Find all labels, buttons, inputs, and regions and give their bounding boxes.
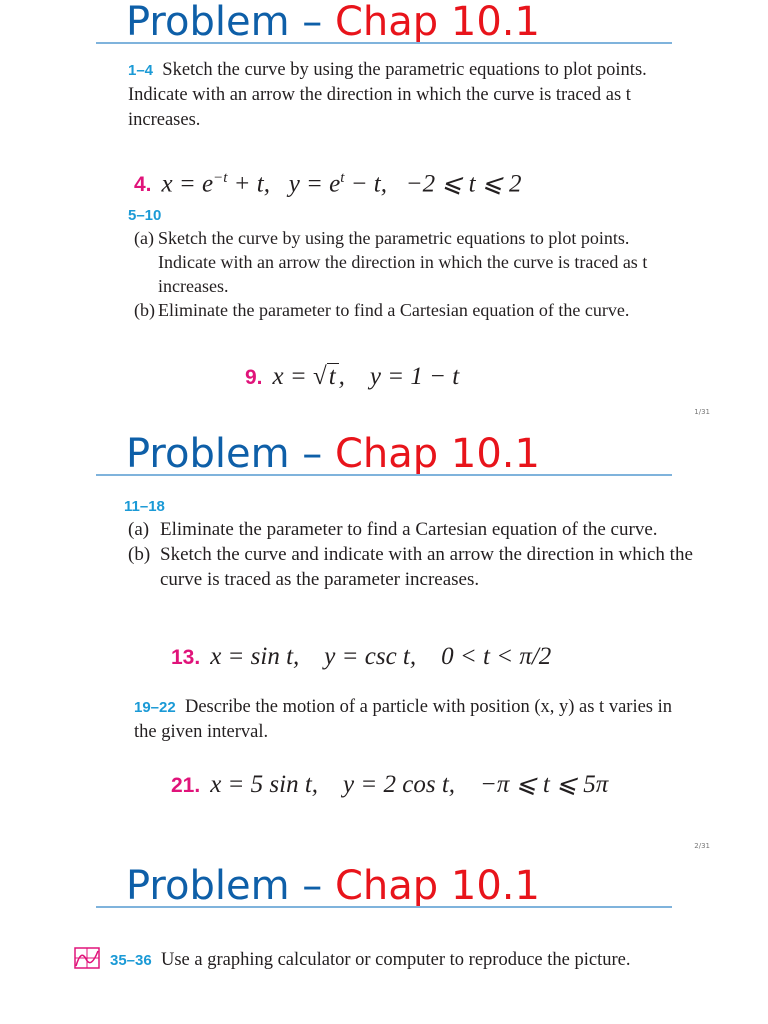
domain: −π ⩽ t ⩽ 5π [480, 771, 609, 798]
title-chapter: Chap 10.1 [334, 0, 540, 45]
x-equation: x = e [161, 170, 214, 198]
equation-4 [134, 163, 521, 200]
title-dash: – [289, 0, 335, 45]
radicand: t [328, 363, 336, 390]
graphing-calculator-icon [74, 947, 100, 969]
part-b [124, 542, 700, 592]
part-text: Eliminate the parameter to find a Cartesian equation of the curve. [160, 519, 658, 540]
part-a [124, 517, 700, 542]
instruction-text: Describe the motion of a particle with position (x, y) as t varies in the given interval. [134, 697, 673, 742]
instruction-1-4 [128, 58, 688, 133]
title-chapter: Chap 10.1 [334, 864, 540, 909]
x-rest: , [338, 363, 345, 390]
y-equation: y = e [288, 170, 341, 198]
x-equation: x = 5 sin t, [210, 771, 319, 798]
exercise-range: 5–10 [128, 207, 162, 224]
part-text: Sketch the curve by using the parametric equations to plot points. Indicate with an arrow the direction in which the curve is traced as t increases. [158, 228, 648, 296]
exercise-range: 1–4 [128, 62, 154, 79]
equation-9 [245, 362, 459, 393]
exercise-number: 4. [134, 173, 152, 197]
domain: −2 ⩽ t ⩽ 2 [405, 170, 522, 198]
x-equation: x = sin t, [210, 643, 300, 670]
slide-2 [0, 432, 768, 864]
part-b [128, 298, 668, 322]
instruction-text: Sketch the curve by using the parametric equations to plot points. Indicate with an arrow the direction in which the curve is traced as t increases. [128, 60, 647, 130]
instruction-11-18 [124, 498, 700, 592]
instruction-5-10 [128, 207, 668, 322]
title-chapter: Chap 10.1 [334, 431, 540, 477]
y-equation: y = 1 − t [369, 363, 460, 390]
exercise-number: 13. [171, 646, 201, 669]
page-number: 2/31 [694, 842, 710, 850]
x-exponent: −t [213, 170, 228, 186]
instruction-35-36 [110, 948, 685, 973]
equation-13 [171, 642, 551, 673]
title-rule [96, 42, 672, 44]
part-label: (b) [134, 300, 155, 320]
part-text: Eliminate the parameter to find a Cartesian equation of the curve. [158, 300, 630, 320]
y-rest: − t, [344, 170, 388, 198]
title-dash: – [289, 431, 335, 477]
exercise-range: 19–22 [134, 699, 176, 716]
slide-3 [0, 864, 768, 1024]
part-a [128, 226, 668, 298]
instruction-19-22 [134, 695, 679, 745]
exercise-number: 21. [171, 774, 201, 797]
y-equation: y = 2 cos t, [343, 771, 456, 798]
exercise-number: 9. [245, 366, 263, 389]
part-label: (a) [134, 228, 154, 248]
y-equation: y = csc t, [324, 643, 417, 670]
title-rule [96, 474, 672, 476]
equation-21 [171, 770, 608, 801]
x-rest: + t, [227, 170, 270, 198]
slide-1 [0, 0, 768, 432]
instruction-text: Use a graphing calculator or computer to reproduce the picture. [160, 950, 631, 970]
title-rule [96, 906, 672, 908]
exercise-range: 35–36 [110, 952, 152, 969]
domain: 0 < t < π/2 [441, 643, 552, 670]
title-word: Problem [126, 431, 290, 477]
title-word: Problem [126, 864, 290, 909]
title-word: Problem [126, 0, 290, 45]
title-dash: – [289, 864, 335, 909]
part-label: (b) [128, 544, 151, 565]
x-equation: x = [272, 363, 313, 390]
y-exponent: t [340, 170, 345, 186]
square-root: √t [313, 362, 339, 392]
exercise-range: 11–18 [124, 498, 165, 515]
part-label: (a) [128, 519, 150, 540]
part-text: Sketch the curve and indicate with an arrow the direction in which the curve is traced as the parameter increases. [160, 544, 693, 590]
page-number: 1/31 [694, 408, 710, 416]
